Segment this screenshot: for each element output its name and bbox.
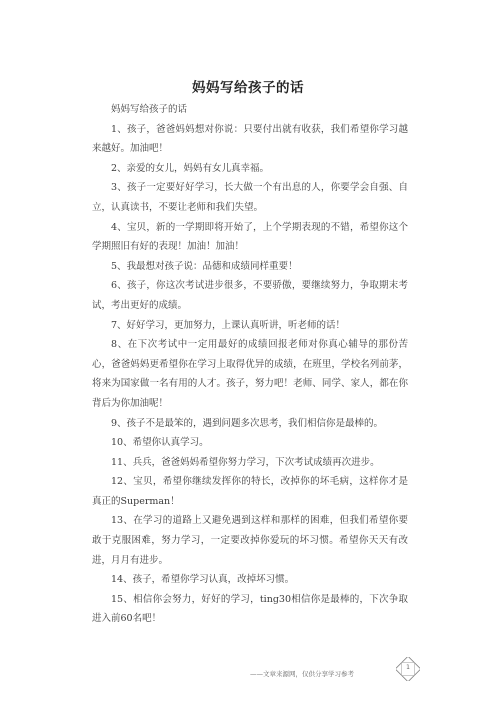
paragraph-8: 8、在下次考试中一定用最好的成绩回报老师对你真心辅导的那份苦心，爸爸妈妈更希望你在学习上取得优异的成绩，在班里，学校名列前茅，将来为国家做一名有用的人才。孩子，努力吧！老师、同学、家人，都在你背后为你加油呢！ [92,339,408,409]
page-number: 1 [406,664,410,671]
paragraph-10: 10、希望你认真学习。 [111,437,209,449]
paragraph-1: 1、孩子，爸爸妈妈想对你说：只要付出就有收获，我们希望你学习越来越好。加油吧！ [92,123,408,155]
document-title: 妈妈写给孩子的话 [192,80,304,96]
paragraph-3: 3、孩子一定要好好学习，长大做一个有出息的人，你要学会自强、自立，认真读书，不要让老师和我们失望。 [92,182,408,213]
paragraph-4: 4、宝贝，新的一学期即将开始了，上个学期表现的不错，希望你这个学期照旧有好的表现！加油！加油！ [92,221,408,253]
footer-source-note: ——文章来源网，仅供分享学习参考 [250,670,354,678]
paragraph-2: 2、亲爱的女儿，妈妈有女儿真幸福。 [111,162,270,174]
paragraph-9: 9、孩子不是最笨的，遇到问题多次思考，我们相信你是最棒的。 [111,417,384,429]
paragraph-13: 13、在学习的道路上又避免遇到这样和那样的困难，但我们希望你要敢于克服困难，努力学习，一定要改掉你爱玩的坏习惯。希望你天天有改进，月月有进步。 [92,515,408,566]
paragraph-14: 14、孩子，希望你学习认真，改掉坏习惯。 [111,574,295,586]
document-subtitle: 妈妈写给孩子的话 [111,104,188,115]
paragraph-6: 6、孩子，你这次考试进步很多，不要骄傲，要继续努力，争取期末考试，考出更好的成绩。 [92,280,408,311]
paragraph-11: 11、兵兵，爸爸妈妈希望你努力学习，下次考试成绩再次进步。 [111,456,380,468]
paragraph-7: 7、好好学习，更加努力，上课认真听讲，听老师的话！ [111,319,346,331]
paragraph-12: 12、宝贝，希望你继续发挥你的特长，改掉你的坏毛病，这样你才是真正的Superman！ [92,476,408,507]
paragraph-5: 5、我最想对孩子说：品德和成绩同样重要！ [111,260,298,272]
document-body [92,100,408,629]
paragraph-15: 15、相信你会努力，好好的学习，ting30相信你是最棒的，下次争取进入前60名吧！ [92,593,408,625]
